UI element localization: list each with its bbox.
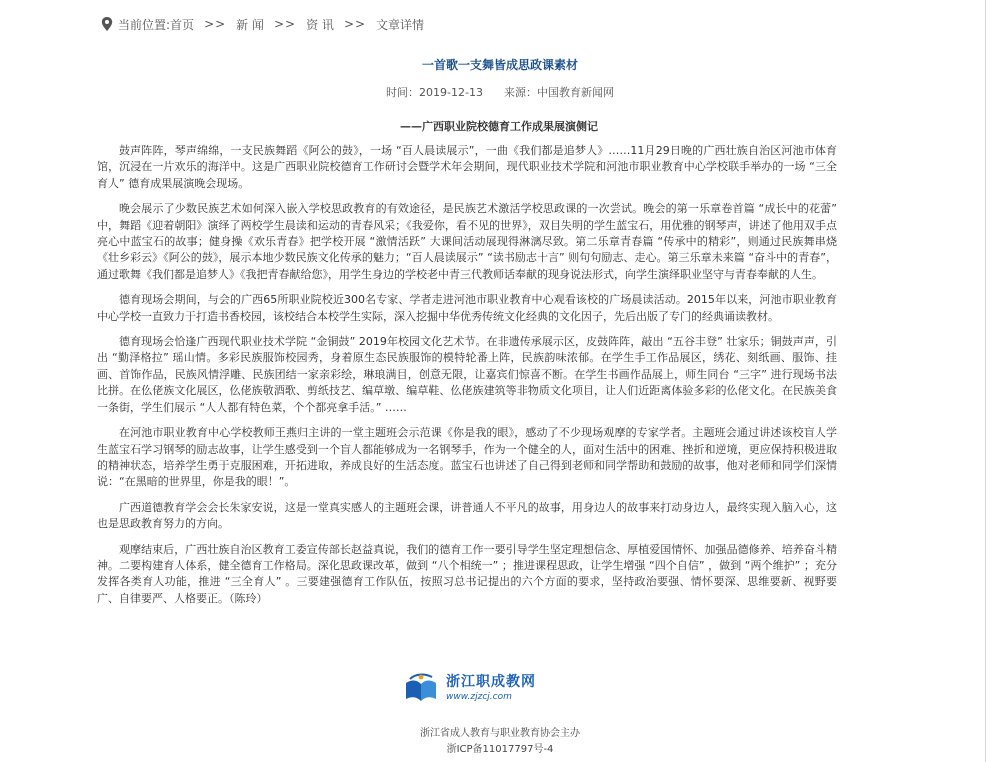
article-paragraph: 在河池市职业教育中心学校教师王燕归主讲的一堂主题班会示范课《你是我的眼》，感动了不少现场观摩的专家学者。主题班会通过讲述该校盲人学生蓝宝石学习钢琴的励志故事，让学生感受到一个盲人都能够成为一名钢琴手，作为一个健全的人，面对生活中的困难、挫折和逆境，更应保持积极进取的精神状态，培养学生勇于克服困难，开拓进取，养成良好的生活态度。蓝宝石也讲述了自己得到老师和同学帮助和鼓励的故事，他对老师和同学们深情说：“在黑暗的世界里，你是我的眼！”。 [97,426,837,489]
breadcrumb-separator: >> [343,17,367,31]
breadcrumb-prefix: 当前位置: [118,17,171,32]
breadcrumb-current: 文章详情 [376,17,425,32]
logo-site-name: 浙江职成教网 [446,673,536,690]
article-paragraph: 晚会展示了少数民族艺术如何深入嵌入学校思政教育的有效途径，是民族艺术激活学校思政课的一次尝试。晚会的第一乐章卷首篇 “成长中的花蕾” 中，舞蹈《迎着朝阳》演绎了两校学生晨读和运动的青春风采；《我爱你，看不见的世界》，双目失明的学生蓝宝石，用优雅的钢琴声，讲述了他用双手点亮心中蓝宝石的故事；健身操《欢乐青春》把学校开展 “激情活跃” 大课间活动展现得淋漓尽致。第二乐章青春篇 “传承中的精彩”，则通过民族舞串烧《壮乡彩云》《阿公的鼓》，展示本地少数民族文化传承的魅力；“百人晨读展示” “读书励志十言” 则句句励志、走心。第三乐章未来篇 “奋斗中的青春”，通过歌舞《我们都是追梦人》《我把青春献给您》，用学生身边的学校老中青三代教师话奉献的现身说法形式，向学生演绎职业坚守与青春奉献的人生。 [97,202,837,281]
breadcrumb-info-link[interactable]: 资 讯 [306,17,334,32]
footer-organizer: 浙江省成人教育与职业教育协会主办 [420,728,580,739]
article-paragraph: 鼓声阵阵，琴声绵绵，一支民族舞蹈《阿公的鼓》，一场 “百人晨读展示”，一曲《我们都是追梦人》……11月29日晚的广西壮族自治区河池市体育馆，沉浸在一片欢乐的海洋中。这是广西职业院校德育工作研讨会暨学术年会期间，现代职业技术学院和河池市职业教育中心学校联手举办的一场 “三全育人” 德育成果展演晚会现场。 [97,144,837,190]
footer-icp-link[interactable]: 浙ICP备11017797号-4 [446,744,554,755]
article-time: 时间：2019-12-13 [386,86,483,99]
logo-site-url: www.zjzcj.com [446,691,512,702]
article-subtitle: ——广西职业院校德育工作成果展演侧记 [400,120,598,133]
breadcrumb-home-link[interactable]: 首页 [170,17,195,32]
open-book-logo-icon [402,671,440,705]
page-frame-border [985,0,986,762]
site-logo[interactable] [402,668,536,708]
article-paragraph: 德育现场会恰逢广西现代职业技术学院 “金铜鼓” 2019年校园文化艺术节。在非遗传承展示区，皮鼓阵阵，敲出 “五谷丰登” 壮家乐；铜鼓声声，引出 “勤泽格拉” 瑶山情。多彩民族服饰校园秀，身着原生态民族服饰的模特轮番上阵，民族韵味浓郁。在学生手工作品展区，绣花、刻纸画、服饰、挂画、首饰作品，民族风情浮雕、民族团结一家亲彩绘，琳琅满目，创意无限，让嘉宾们惊喜不断。在学生书画作品展上，师生同台 “三字” 进行现场书法比拼。在仫佬族文化展区，仫佬族敬酒歌、剪纸技艺、编草墩、编草鞋、仫佬族建筑等非物质文化项目，让人们近距离体验多彩的仫佬文化。在民族美食一条街，学生们展示 “人人都有特色菜，个个都亮拿手活。” …… [97,335,837,414]
location-pin-icon [100,16,114,32]
breadcrumb-news-link[interactable]: 新 闻 [236,17,264,32]
article-paragraph: 广西道德教育学会会长朱家安说，这是一堂真实感人的主题班会课，讲普通人不平凡的故事，用身边人的故事来打动身边人，最终实现入脑入心，这也是思政教育努力的方向。 [97,500,837,531]
breadcrumb-separator: >> [274,17,297,31]
breadcrumb-separator: >> [204,17,227,31]
article-source: 来源：中国教育新闻网 [503,86,614,99]
breadcrumb [100,14,424,34]
article-paragraph: 德育现场会期间，与会的广西65所职业院校近300名专家、学者走进河池市职业教育中心观看该校的广场晨读活动。2015年以来，河池市职业教育中心学校一直致力于打造书香校园，该校结合本校学生实际，深入挖掘中华优秀传统文化经典的文化因子，先后出版了专门的经典诵读教材。 [97,293,837,323]
article-paragraph: 观摩结束后，广西壮族自治区教育工委宣传部长赵益真说，我们的德育工作一要引导学生坚定理想信念、厚植爱国情怀、加强品德修养、培养奋斗精神。二要构建育人体系，健全德育工作格局。深化思政课改革，做到 “八个相统一” ；推进课程思政，让学生增强 “四个自信” ，做到 “两个维护” ；充分发挥各类育人功能，推进 “三全育人” 。三要建强德育工作队伍，按照习总书记提出的六个方面的要求，坚持政治要强、情怀要深、思维要新、视野要广、自律要严、人格要正。（陈玲） [97,542,837,605]
article-title: 一首歌一支舞皆成思政课素材 [421,58,578,72]
article-body [97,143,837,616]
article-meta [0,84,1000,100]
